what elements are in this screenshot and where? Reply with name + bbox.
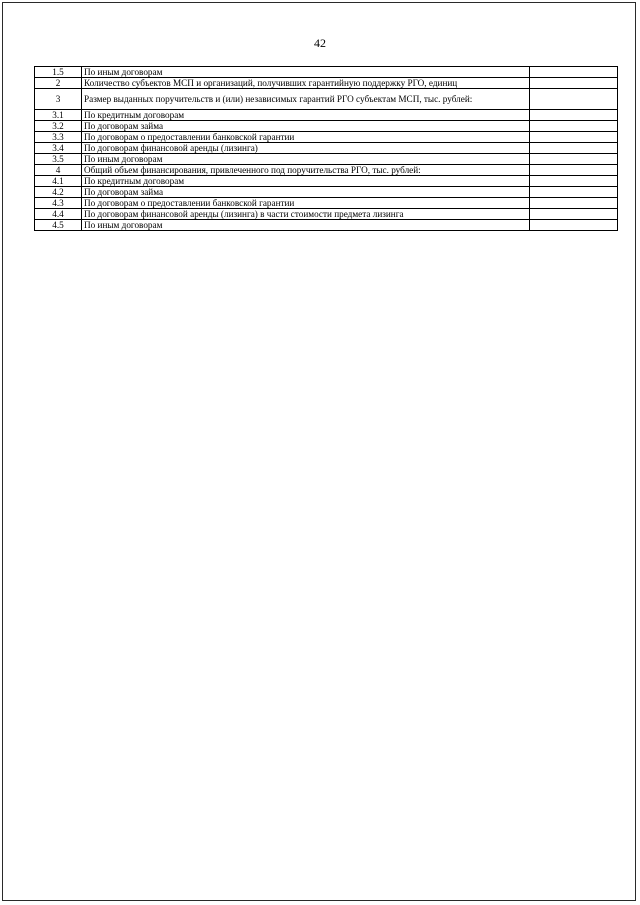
row-name: По договорам финансовой аренды (лизинга) — [82, 143, 530, 154]
table-row — [35, 67, 618, 78]
row-number: 1.5 — [35, 67, 82, 78]
row-number: 4.4 — [35, 209, 82, 220]
table-row — [35, 220, 618, 231]
row-value — [530, 110, 618, 121]
row-value — [530, 209, 618, 220]
table-row — [35, 110, 618, 121]
row-value — [530, 67, 618, 78]
row-name: По кредитным договорам — [82, 176, 530, 187]
table-row — [35, 121, 618, 132]
row-name: По договорам финансовой аренды (лизинга) в части стоимости предмета лизинга — [82, 209, 530, 220]
row-number: 3 — [35, 89, 82, 110]
row-name: Размер выданных поручительств и (или) независимых гарантий РГО субъектам МСП, тыс. рублей: — [82, 89, 530, 110]
row-name: По договорам о предоставлении банковской гарантии — [82, 198, 530, 209]
row-value — [530, 198, 618, 209]
row-value — [530, 143, 618, 154]
table-row — [35, 209, 618, 220]
row-number: 3.5 — [35, 154, 82, 165]
row-name: По договорам займа — [82, 187, 530, 198]
row-value — [530, 154, 618, 165]
row-number: 4 — [35, 165, 82, 176]
row-number: 2 — [35, 78, 82, 89]
row-number: 4.5 — [35, 220, 82, 231]
page-number: 42 — [314, 36, 326, 50]
row-number: 3.3 — [35, 132, 82, 143]
row-value — [530, 220, 618, 231]
row-number: 4.3 — [35, 198, 82, 209]
row-value — [530, 121, 618, 132]
table-row — [35, 187, 618, 198]
row-name: По договорам займа — [82, 121, 530, 132]
row-name: Количество субъектов МСП и организаций, получивших гарантийную поддержку РГО, единиц — [82, 78, 530, 89]
table-row — [35, 132, 618, 143]
table-row — [35, 198, 618, 209]
row-value — [530, 176, 618, 187]
row-value — [530, 132, 618, 143]
row-value — [530, 165, 618, 176]
row-number: 4.2 — [35, 187, 82, 198]
row-number: 3.2 — [35, 121, 82, 132]
table-row — [35, 176, 618, 187]
row-number: 3.1 — [35, 110, 82, 121]
report-table — [34, 66, 618, 231]
row-number: 3.4 — [35, 143, 82, 154]
row-name: По иным договорам — [82, 67, 530, 78]
row-name: По иным договорам — [82, 154, 530, 165]
row-value — [530, 187, 618, 198]
row-name: По иным договорам — [82, 220, 530, 231]
row-name: По договорам о предоставлении банковской гарантии — [82, 132, 530, 143]
row-value — [530, 89, 618, 110]
table-row — [35, 154, 618, 165]
row-value — [530, 78, 618, 89]
table-row — [35, 78, 618, 89]
row-name: По кредитным договорам — [82, 110, 530, 121]
table-row — [35, 89, 618, 110]
row-number: 4.1 — [35, 176, 82, 187]
table-row — [35, 165, 618, 176]
row-name: Общий объем финансирования, привлеченного под поручительства РГО, тыс. рублей: — [82, 165, 530, 176]
table-row — [35, 143, 618, 154]
